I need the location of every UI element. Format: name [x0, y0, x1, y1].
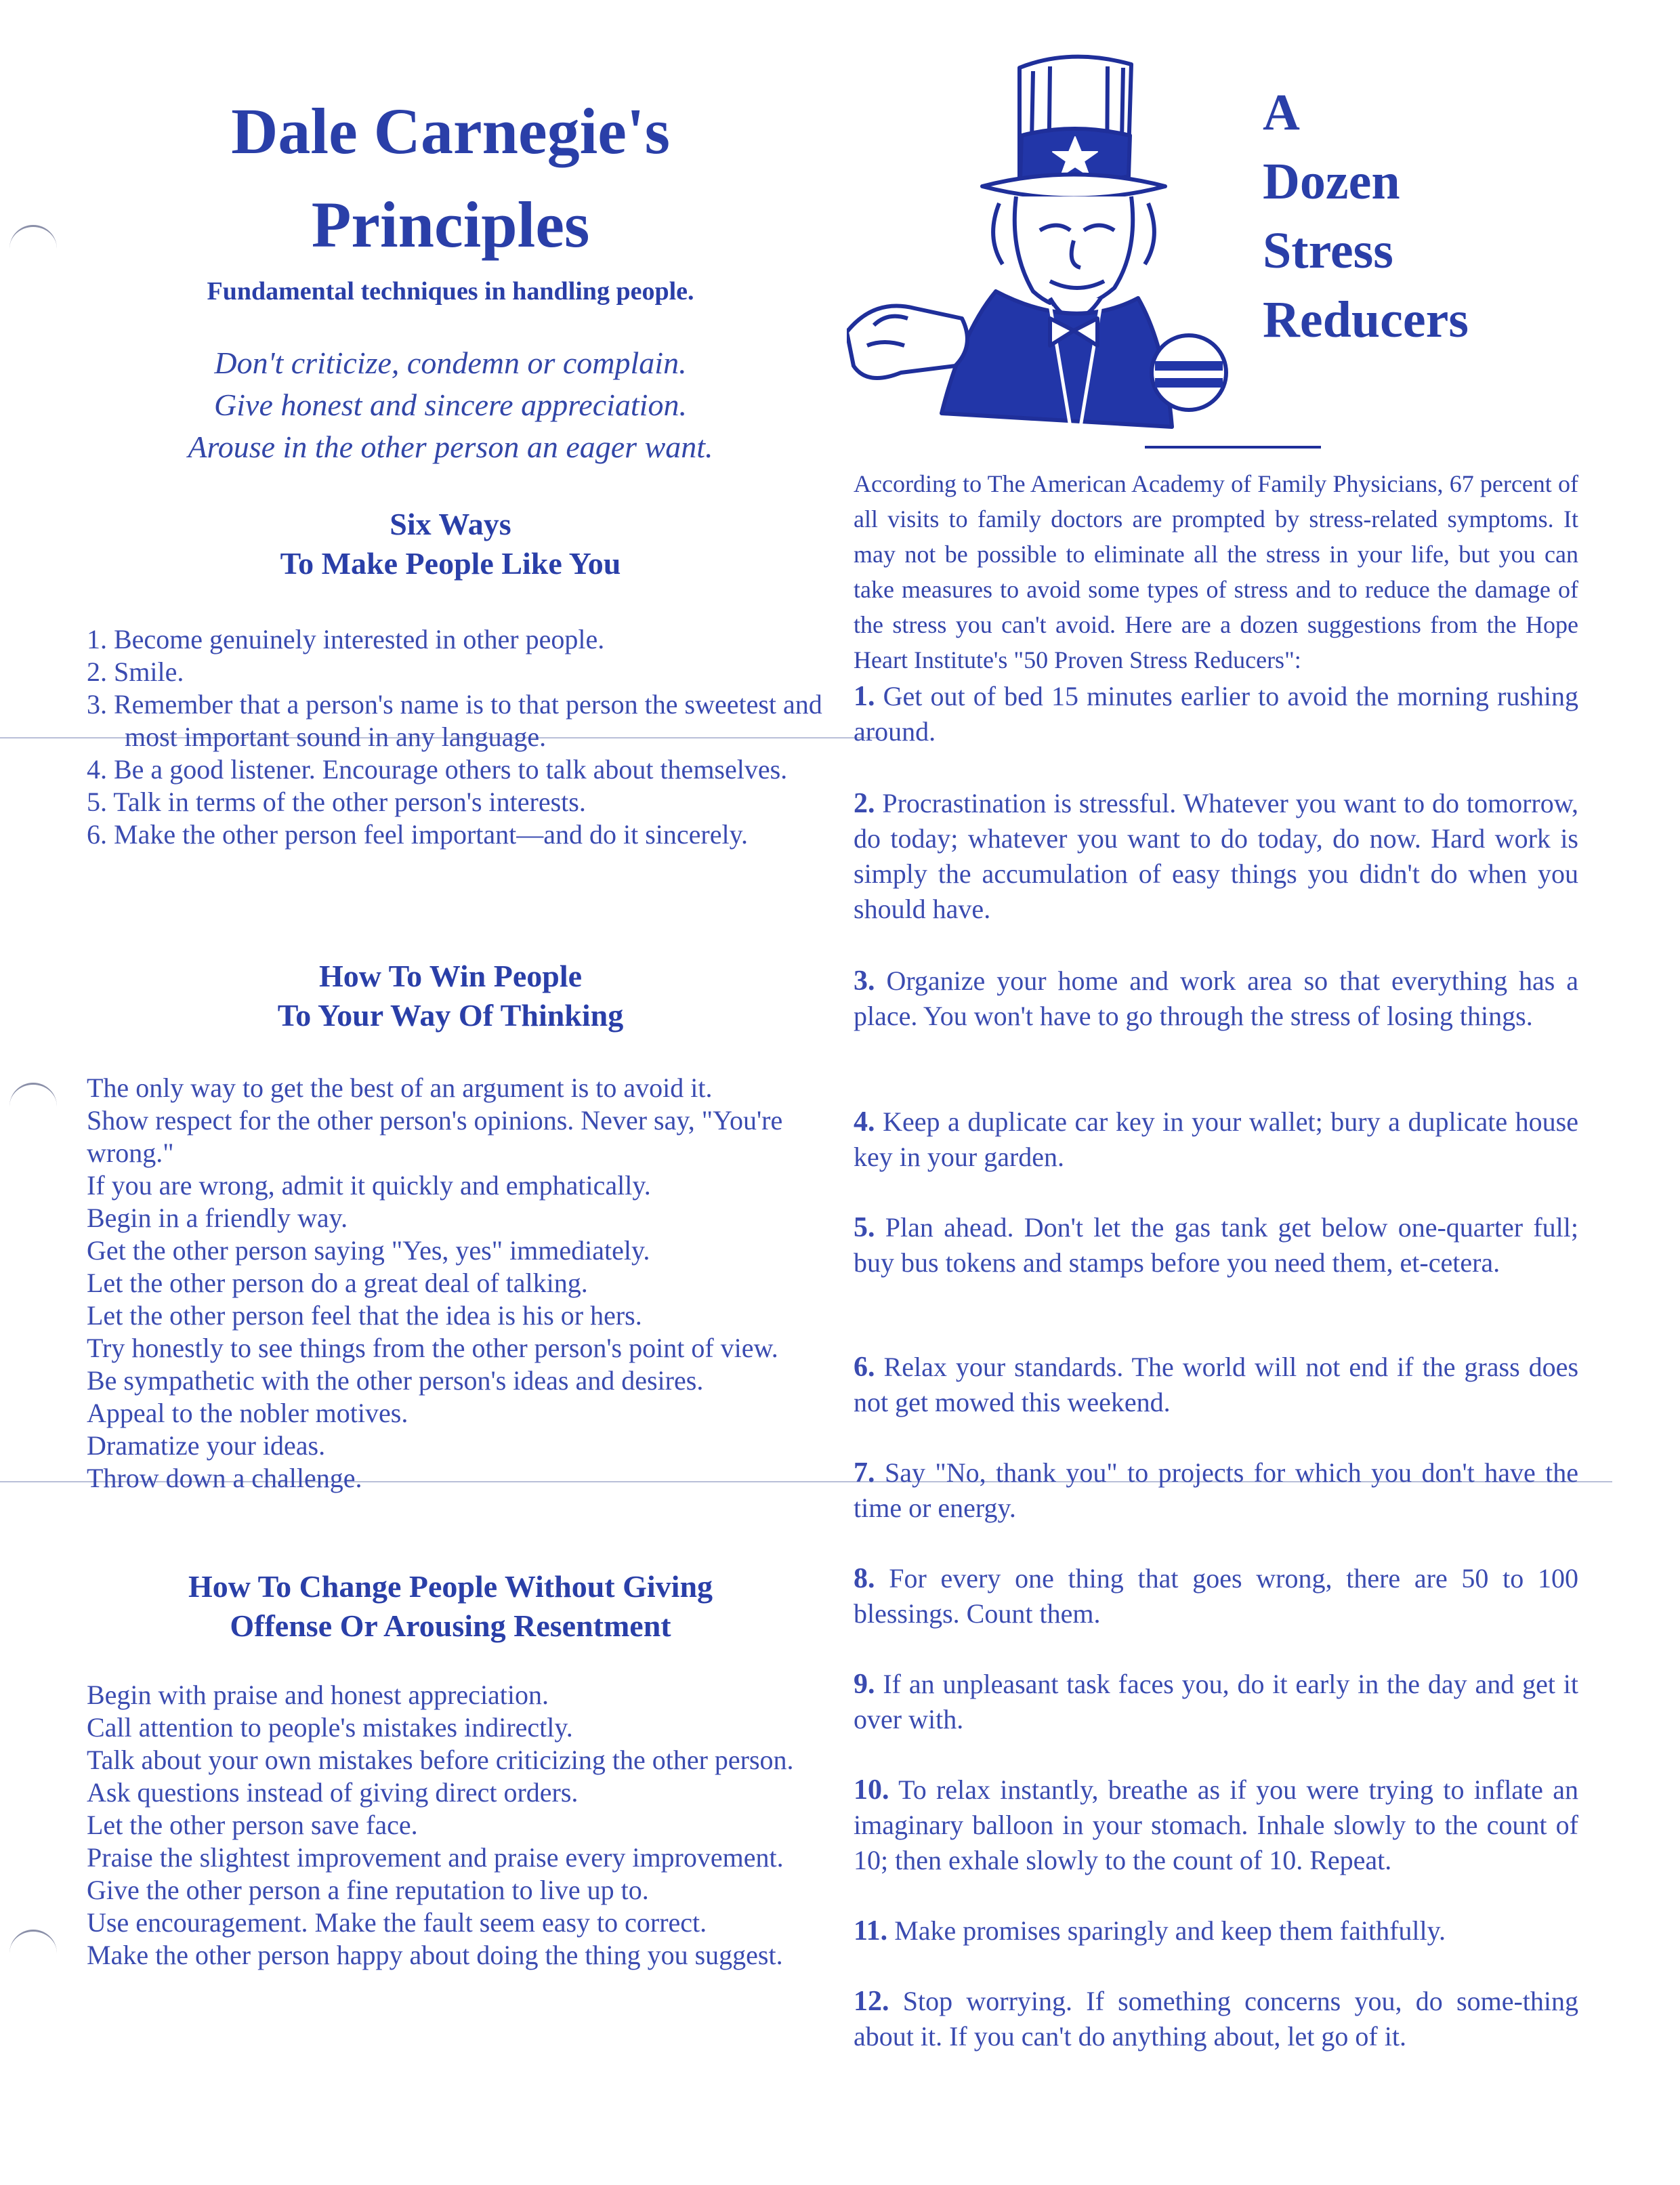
title-line: Dozen	[1263, 153, 1400, 210]
list-item: Ask questions instead of giving direct orders.	[87, 1777, 579, 1808]
tip-item	[854, 1210, 1578, 1281]
tip-number: 3.	[854, 965, 875, 997]
list-item: 6. Make the other person feel important—and do it sincerely.	[87, 819, 748, 850]
title-line: Stress	[1263, 222, 1393, 279]
punch-mark	[9, 1930, 57, 1955]
tip-text: To relax instantly, breathe as if you were trying to inflate an imaginary balloon in your stomach. Inhale slowly to the count of 10; then exhale slowly to the count of 10. Repeat.	[854, 1774, 1578, 1875]
tip-number: 8.	[854, 1563, 875, 1594]
six-ways-list	[87, 623, 832, 851]
heading-line: Offense Or Arousing Resentment	[230, 1608, 671, 1643]
tip-number: 12.	[854, 1986, 889, 2017]
tip-text: For every one thing that goes wrong, there are 50 to 100 blessings. Count them.	[854, 1563, 1579, 1629]
title-line: Principles	[311, 188, 590, 261]
list-item: Let the other person do a great deal of talking.	[87, 1268, 588, 1298]
tip-text: Relax your standards. The world will not end if the grass does not get mowed this weekend.	[854, 1352, 1579, 1417]
list-item: 3. Remember that a person's name is to that person the sweetest and most important sound in any language.	[87, 689, 822, 752]
tip-number: 7.	[854, 1457, 875, 1489]
list-item: 1. Become genuinely interested in other people.	[87, 624, 605, 654]
list-item: If you are wrong, admit it quickly and emphatically.	[87, 1170, 651, 1201]
heading-line: How To Win People	[318, 959, 583, 993]
tip-number: 2.	[854, 788, 875, 819]
list-item: Begin in a friendly way.	[87, 1203, 348, 1233]
list-item: Appeal to the nobler motives.	[87, 1398, 408, 1428]
tip-item	[854, 1104, 1578, 1175]
tip-number: 9.	[854, 1669, 875, 1700]
list-item: Get the other person saying "Yes, yes" immediately.	[87, 1235, 650, 1266]
list-item: 5. Talk in terms of the other person's interests.	[87, 787, 586, 817]
tip-number: 6.	[854, 1352, 875, 1383]
list-item: Dramatize your ideas.	[87, 1430, 326, 1461]
subtitle: Fundamental techniques in handling people.	[207, 277, 694, 306]
tip-number: 5.	[854, 1212, 875, 1243]
win-people-list	[87, 1072, 832, 1495]
list-item: The only way to get the best of an argument is to avoid it.	[87, 1073, 713, 1103]
tip-text: Plan ahead. Don't let the gas tank get below one-quarter full; buy bus tokens and stamps before you need them, et-cetera.	[854, 1212, 1578, 1278]
list-item: Use encouragement. Make the fault seem easy to correct.	[87, 1907, 707, 1938]
tip-text: If an unpleasant task faces you, do it early in the day and get it over with.	[854, 1669, 1579, 1734]
list-item: Begin with praise and honest appreciation.	[87, 1680, 549, 1710]
tip-item	[854, 963, 1578, 1034]
principle: Arouse in the other person an eager want.	[188, 430, 713, 464]
tip-text: Procrastination is stressful. Whatever you want to do tomorrow, do today; whatever you want to do today, do now. Hard work is simply the accumulation of easy things you didn't do when you should have.	[854, 788, 1578, 924]
list-item: Let the other person feel that the idea is his or hers.	[87, 1300, 642, 1331]
list-item: Talk about your own mistakes before criticizing the other person.	[87, 1745, 794, 1775]
tip-text: Get out of bed 15 minutes earlier to avoid the morning rushing around.	[854, 681, 1579, 747]
tip-text: Organize your home and work area so that everything has a place. You won't have to go through the stress of losing things.	[854, 965, 1579, 1031]
tip-item	[854, 1772, 1578, 1878]
tip-text: Keep a duplicate car key in your wallet; bury a duplicate house key in your garden.	[854, 1106, 1579, 1172]
tip-item	[854, 1667, 1578, 1737]
principle: Give honest and sincere appreciation.	[214, 388, 687, 422]
title-line: Reducers	[1263, 291, 1469, 348]
section-heading-change-people	[75, 1567, 826, 1646]
tip-item	[854, 786, 1578, 927]
tip-item	[854, 1350, 1578, 1420]
heading-line: How To Change People Without Giving	[188, 1569, 713, 1604]
section-heading-six-ways	[75, 505, 826, 583]
list-item: Give the other person a fine reputation to live up to.	[87, 1875, 649, 1905]
change-people-list	[87, 1679, 832, 1972]
uncle-sam-illustration	[847, 47, 1335, 454]
list-item: 2. Smile.	[87, 657, 184, 687]
list-item: Let the other person save face.	[87, 1810, 418, 1840]
punch-mark	[9, 1083, 57, 1108]
punch-mark	[9, 225, 57, 250]
title-line: A	[1263, 84, 1300, 141]
tip-text: Stop worrying. If something concerns you, do some-thing about it. If you can't do anything about, let go of it.	[854, 1986, 1578, 2052]
list-item: Try honestly to see things from the other person's point of view.	[87, 1333, 778, 1363]
list-item: Show respect for the other person's opinions. Never say, "You're wrong."	[87, 1105, 783, 1168]
tip-text: Make promises sparingly and keep them faithfully.	[894, 1915, 1446, 1946]
list-item: Make the other person happy about doing the thing you suggest.	[87, 1940, 783, 1970]
tip-item	[854, 1561, 1578, 1631]
tip-item	[854, 1455, 1578, 1526]
section-heading-win-people	[75, 957, 826, 1035]
page-title	[75, 85, 826, 272]
tip-item	[854, 679, 1578, 749]
tip-item	[854, 1984, 1578, 2054]
list-item: 4. Be a good listener. Encourage others to talk about themselves.	[87, 754, 788, 785]
tip-number: 4.	[854, 1106, 875, 1138]
heading-line: To Your Way Of Thinking	[277, 998, 624, 1033]
intro-paragraph: According to The American Academy of Family Physicians, 67 percent of all visits to family doctors are prompted by stress-related symptoms. It may not be possible to eliminate all the stress in your life, but you can take measures to avoid some types of stress and to reduce the damage of the stress you can't avoid. Here are a dozen suggestions from the Hope Heart Institute's "50 Proven Stress Reducers":	[854, 470, 1578, 673]
heading-line: To Make People Like You	[280, 546, 621, 581]
tip-number: 11.	[854, 1915, 888, 1947]
tip-text: Say "No, thank you" to projects for which you don't have the time or energy.	[854, 1457, 1579, 1523]
heading-line: Six Ways	[390, 507, 511, 541]
tip-number: 1.	[854, 681, 875, 712]
list-item: Be sympathetic with the other person's ideas and desires.	[87, 1365, 704, 1396]
principle: Don't criticize, condemn or complain.	[214, 346, 687, 380]
principles	[75, 342, 826, 468]
list-item: Call attention to people's mistakes indirectly.	[87, 1712, 573, 1743]
tip-number: 10.	[854, 1774, 889, 1806]
list-item: Throw down a challenge.	[87, 1463, 362, 1493]
title-line: Dale Carnegie's	[231, 95, 670, 167]
tip-item	[854, 1913, 1578, 1949]
list-item: Praise the slightest improvement and praise every improvement.	[87, 1842, 784, 1873]
stress-title	[1263, 78, 1469, 354]
